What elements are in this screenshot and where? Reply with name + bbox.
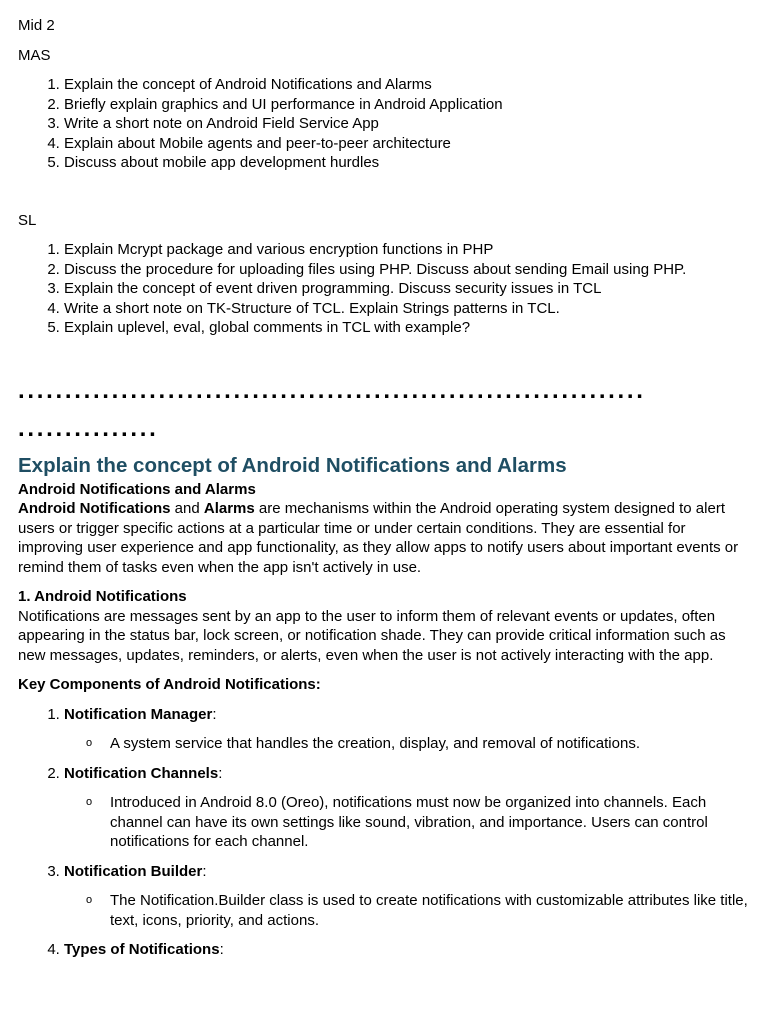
article-subtitle: Android Notifications and Alarms: [18, 480, 256, 498]
mas-label: MAS: [18, 46, 51, 64]
intro-term-alarms: Alarms: [203, 500, 255, 517]
list-item: 1. Explain Mcrypt package and various encryption functions in PHP: [64, 240, 750, 260]
article-title: Explain the concept of Android Notifications and Alarms: [18, 453, 567, 477]
list-item: 1. Explain the concept of Android Notifications and Alarms: [64, 75, 750, 95]
list-item: 4. Explain about Mobile agents and peer-to-peer architecture: [64, 134, 750, 154]
list-item: 5. Explain uplevel, eval, global comments in TCL with example?: [64, 318, 750, 338]
list-item: [64, 940, 750, 960]
intro-and: and: [170, 500, 204, 517]
circle-bullet-icon: o: [86, 796, 93, 808]
list-item: [86, 891, 750, 930]
list-item: 4. Write a short note on TK-Structure of TCL. Explain Strings patterns in TCL.: [64, 299, 750, 319]
component-title: Notification Channels: [64, 764, 219, 782]
component-detail: A system service that handles the creation, display, and removal of notifications.: [110, 735, 640, 752]
component-detail-list: [64, 793, 750, 852]
section-heading-notifications: 1. Android Notifications: [18, 588, 187, 605]
list-item: [64, 862, 750, 931]
component-detail: The Notification.Builder class is used to create notifications with customizable attributes like title, text, icons, priority, and actions.: [110, 892, 748, 929]
components-list: [18, 705, 750, 960]
component-colon: :: [202, 862, 207, 880]
list-item: [86, 734, 750, 754]
intro-rest: are mechanisms within the Android operating system designed to alert users or trigger specific actions at a particular time or under certain conditions. They are essential for improving user experience and app functionality, as they allow apps to notify users about important events or remind them of tasks even when the app isn't actively in use.: [18, 500, 739, 576]
component-detail-list: [64, 734, 750, 754]
list-item: 2. Discuss the procedure for uploading files using PHP. Discuss about sending Email using PHP.: [64, 260, 750, 280]
sl-label: SL: [18, 211, 37, 229]
circle-bullet-icon: o: [86, 894, 93, 906]
component-detail: Introduced in Android 8.0 (Oreo), notifications must now be organized into channels. Each channel can have its own settings like sound, vibration, and importance. Users can control notifications for each channel.: [110, 794, 708, 850]
list-item: [86, 793, 750, 852]
component-colon: :: [219, 941, 224, 958]
sl-question-list: [18, 240, 750, 338]
mas-question-list: [18, 75, 750, 173]
components-heading: Key Components of Android Notifications:: [18, 676, 321, 693]
list-item: 3. Explain the concept of event driven programming. Discuss security issues in TCL: [64, 279, 750, 299]
list-item: 3. Write a short note on Android Field Service App: [64, 114, 750, 134]
list-item: [64, 764, 750, 852]
list-item: 2. Briefly explain graphics and UI performance in Android Application: [64, 95, 750, 115]
exam-title: Mid 2: [18, 17, 55, 34]
spacer: [18, 173, 750, 201]
component-title: Notification Manager: [64, 705, 213, 723]
component-title: Types of Notifications: [64, 941, 220, 958]
component-detail-list: [64, 891, 750, 930]
dotted-separator-line-1: ...................................................................: [18, 376, 646, 404]
list-item: [64, 705, 750, 754]
component-colon: :: [218, 764, 223, 782]
component-colon: :: [212, 705, 217, 723]
dotted-separator-line-2: ...............: [18, 414, 159, 442]
spacer: [18, 338, 750, 372]
intro-paragraph: [18, 499, 750, 577]
intro-term-notifications: Android Notifications: [18, 500, 171, 517]
notifications-paragraph: Notifications are messages sent by an app to the user to inform them of relevant events or updates, often appearing in the status bar, lock screen, or notification shade. They can provide critical information such as new messages, updates, reminders, or alerts, even when the user is not actively interacting with the app.: [18, 607, 726, 664]
circle-bullet-icon: o: [86, 737, 93, 749]
list-item: 5. Discuss about mobile app development hurdles: [64, 153, 750, 173]
component-title: Notification Builder: [64, 862, 203, 880]
